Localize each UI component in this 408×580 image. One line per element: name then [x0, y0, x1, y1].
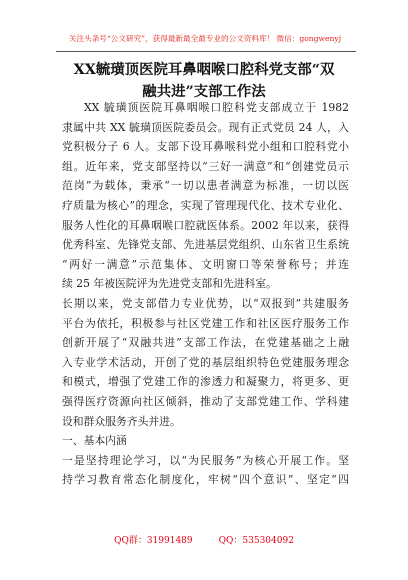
paragraph-line: 隶属中共 XX 毓璜顶医院委员会。现有正式党员 24 人，入: [62, 120, 349, 134]
paragraph-line: 党积极分子 6 人。支部下设耳鼻喉科党小组和口腔科党小: [62, 140, 349, 154]
paragraph-line: 设和群众服务齐头并进。: [62, 414, 181, 428]
title-line: 融共进”支部工作法: [142, 83, 266, 100]
paragraph-line: 疗质量为核心”的理念，实现了管理现代化、技术专业化、: [62, 198, 349, 212]
paragraph-history: [62, 294, 349, 431]
paragraph-line: 持学习教育常态化制度化，牢树“四个意识”、坚定“四: [62, 473, 349, 487]
paragraph-line: 创新开展了“双融共进”支部工作法，在党建基础之上融: [62, 336, 349, 350]
header-promo-note: 关注头条号“公文研究”，获得最新最全最专业的公文资料库！ 微信：gongwenyj: [68, 34, 342, 43]
header-divider: [56, 51, 356, 52]
paragraph-line: 一是坚持理论学习，以“为民服务”为核心开展工作。坚: [62, 453, 349, 467]
document-body: [62, 98, 349, 490]
paragraph-line: 续 25 年被医院评为先进党支部和先进科室。: [62, 277, 277, 291]
paragraph-intro: [62, 98, 349, 294]
footer-qq: QQ：535304092: [218, 536, 294, 546]
title-line: XX毓璜顶医院耳鼻咽喉口腔科党支部“双: [73, 61, 335, 78]
paragraph-line: “两好一满意”示范集体、文明窗口等荣誉称号；并连: [62, 257, 349, 271]
paragraph-line: 优秀科室、先锋党支部、先进基层党组织、山东省卫生系统: [62, 238, 349, 252]
paragraph-line: XX 毓璜顶医院耳鼻咽喉口腔科党支部成立于 1982: [84, 101, 349, 114]
paragraph-line: 服务人性化的耳鼻咽喉口腔就医体系。2002 年以来，获得: [62, 218, 349, 232]
paragraph-line: 强得医疗资源向社区倾斜，推动了支部党建工作、学科建: [62, 394, 349, 408]
document-title: [56, 59, 352, 103]
paragraph-line: 范岗”为载体，秉承“一切以患者满意为标准，一切以医: [62, 179, 349, 193]
paragraph-line: 和模式，增强了党建工作的渗透力和凝聚力，将更多、更: [62, 375, 349, 389]
paragraph-line: 平台为依托，积极参与社区党建工作和社区医疗服务工作: [62, 316, 349, 330]
footer-contact: [0, 534, 408, 548]
footer-qq-group: QQ群：31991489: [114, 536, 193, 546]
paragraph-theory-study: [62, 451, 349, 490]
paragraph-line: 长期以来，党支部借力专业优势，以“双报到”共建服务: [62, 296, 349, 310]
paragraph-line: 入专业学术活动，开创了党的基层组织特色党建服务理念: [62, 355, 349, 369]
section-heading: 一、基本内涵: [62, 434, 127, 448]
paragraph-line: 组。近年来，党支部坚持以“三好一满意”和“创建党员示: [62, 159, 349, 173]
